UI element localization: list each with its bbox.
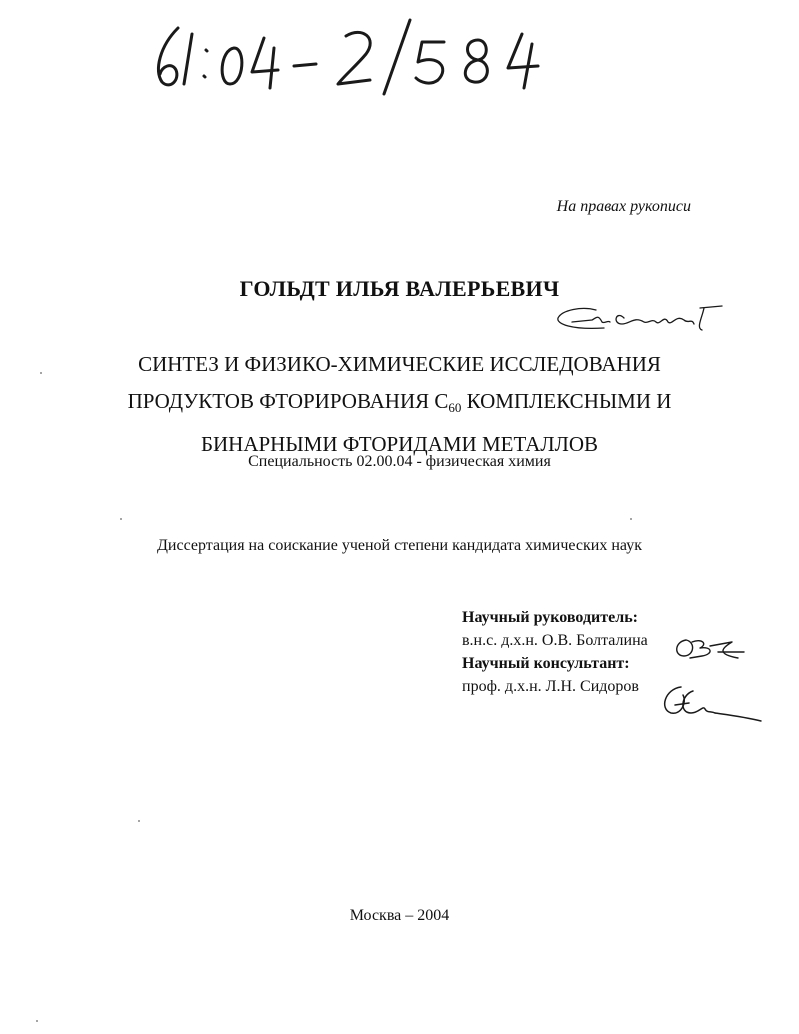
supervisor-role: Научный руководитель: (462, 609, 638, 626)
advisors-block (462, 606, 648, 698)
rights-note: На правах рукописи (556, 198, 691, 215)
place-and-year: Москва – 2004 (349, 907, 450, 924)
author-signature-drawing (552, 300, 724, 336)
scan-speck (40, 372, 42, 374)
title-line-2 (0, 383, 799, 426)
title-line-2-start: ПРОДУКТОВ ФТОРИРОВАНИЯ С (127, 389, 449, 413)
scan-speck (36, 1020, 38, 1022)
title-line-1: СИНТЕЗ И ФИЗИКО-ХИМИЧЕСКИЕ ИССЛЕДОВАНИЯ (138, 352, 661, 376)
title-line-3: БИНАРНЫМИ ФТОРИДАМИ МЕТАЛЛОВ (200, 432, 599, 456)
consultant-signature-drawing (655, 683, 765, 727)
consultant-name: проф. д.х.н. Л.Н. Сидоров (462, 678, 639, 695)
consultant-role: Научный консультант: (462, 655, 630, 672)
author-signature (552, 300, 724, 336)
specialty: Специальность 02.00.04 - физическая химия (248, 453, 551, 470)
handwritten-archive-number (148, 18, 578, 98)
supervisor-signature (672, 634, 746, 662)
degree-statement: Диссертация на соискание ученой степени кандидата химических наук (157, 537, 642, 554)
scan-speck (138, 820, 140, 822)
author-name: ГОЛЬДТ ИЛЬЯ ВАЛЕРЬЕВИЧ (239, 276, 560, 301)
consultant-signature (655, 683, 765, 727)
supervisor-signature-drawing (672, 634, 746, 662)
scan-speck (120, 518, 122, 520)
dissertation-title (0, 346, 799, 463)
handwritten-number-drawing (148, 18, 578, 98)
supervisor-name: в.н.с. д.х.н. О.В. Болталина (462, 632, 648, 649)
title-line-2-end: КОМПЛЕКСНЫМИ И (461, 389, 672, 413)
title-subscript: 60 (448, 400, 462, 415)
scan-speck (630, 518, 632, 520)
